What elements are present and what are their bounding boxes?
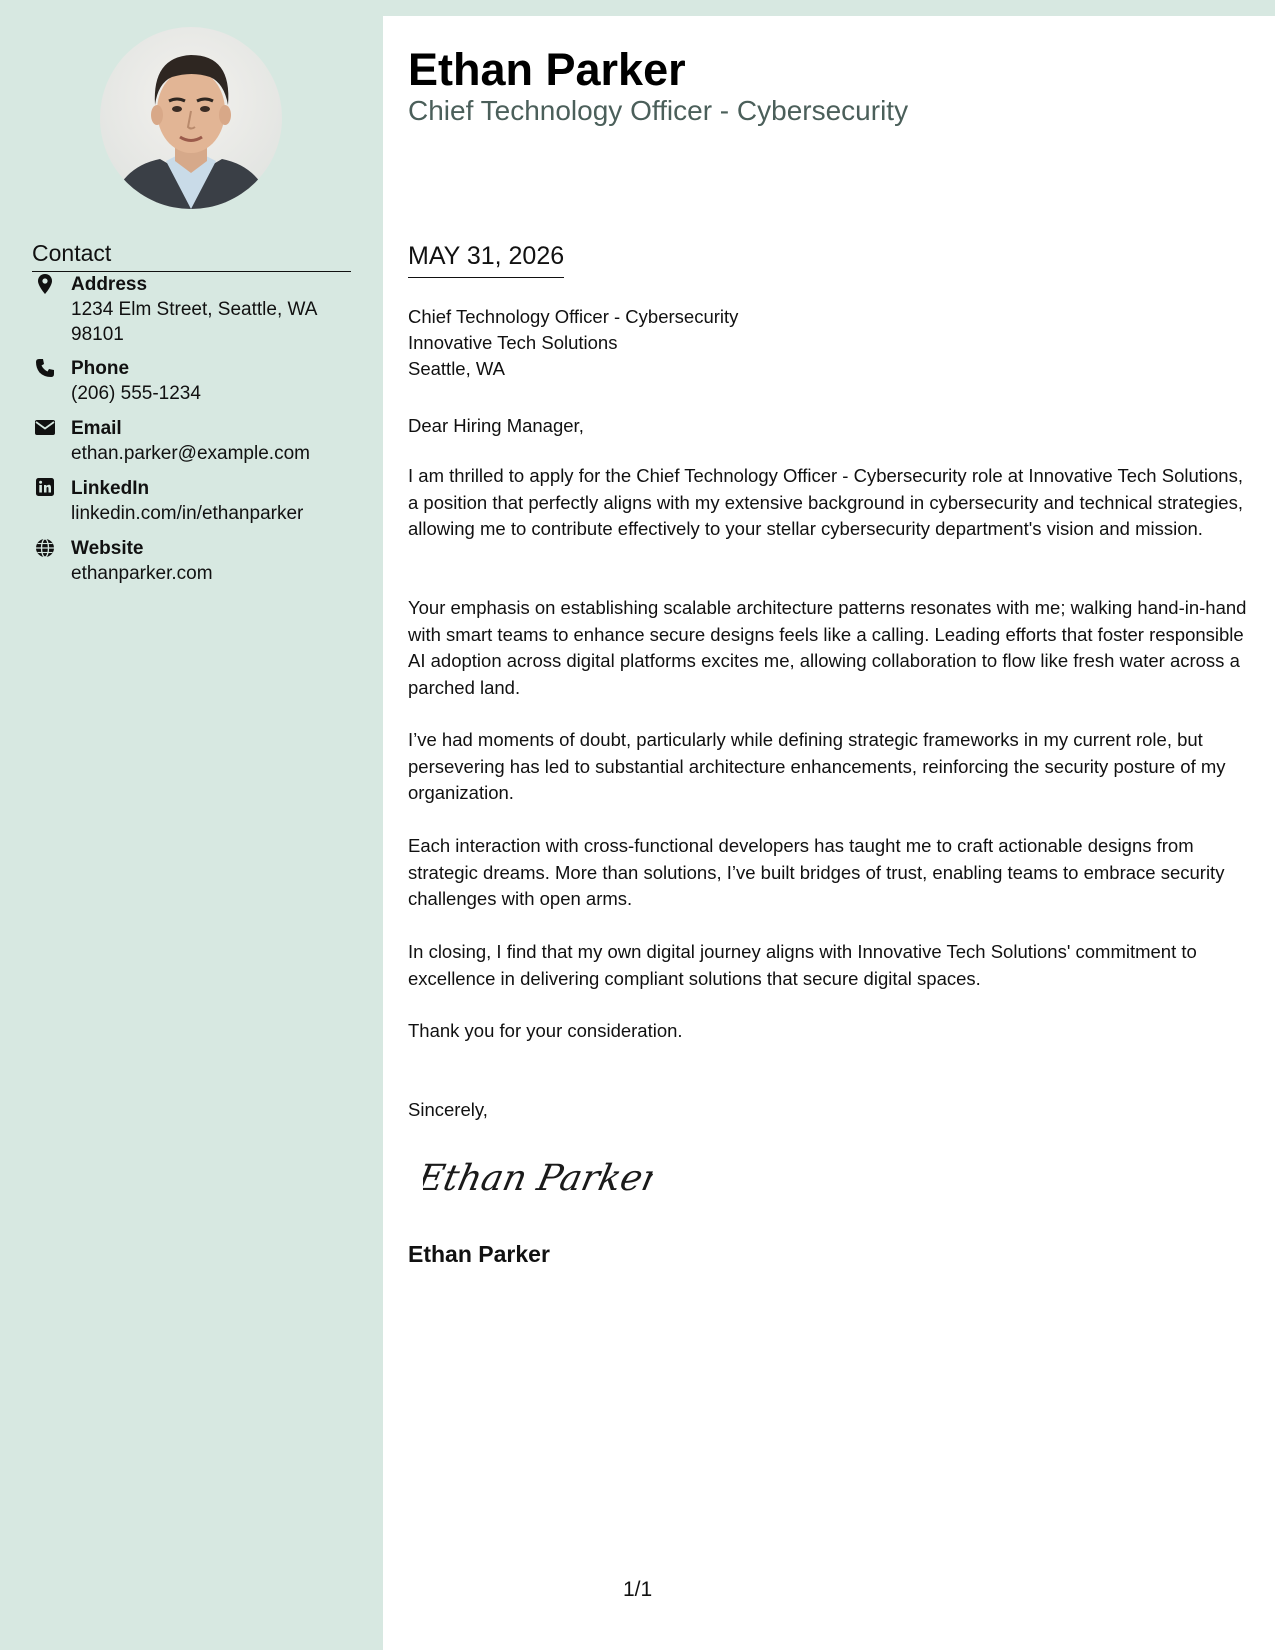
paragraph: I’ve had moments of doubt, particularly while defining strategic frameworks in my current role, but persevering has led to substantial architecture enhancements, reinforcing the security posture of my organization. bbox=[408, 729, 1226, 803]
contact-value: ethanparker.com bbox=[71, 563, 213, 584]
contact-label: Phone bbox=[71, 358, 130, 379]
contact-label: LinkedIn bbox=[71, 478, 150, 499]
paragraph: Each interaction with cross-functional developers has taught me to craft actionable designs from strategic dreams. More than solutions, I’ve built bridges of trust, enabling teams to embrace security challenges with open arms. bbox=[408, 835, 1225, 909]
header-name: Ethan Parker bbox=[408, 44, 686, 95]
contact-value: (206) 555-1234 bbox=[71, 383, 201, 404]
phone-icon bbox=[34, 358, 56, 380]
paragraph: Your emphasis on establishing scalable architecture patterns resonates with me; walking hand-in-hand with smart teams to enhance secure designs feels like a calling. Leading efforts that foster responsible AI adoption across digital platforms excites me, allowing collaboration to flow like fresh water across a parched land. bbox=[408, 597, 1247, 698]
salutation: Dear Hiring Manager, bbox=[408, 415, 584, 436]
globe-icon bbox=[34, 538, 56, 560]
letter-date: MAY 31, 2026 bbox=[408, 242, 564, 278]
sidebar bbox=[0, 0, 383, 1650]
closing: Sincerely, bbox=[408, 1099, 488, 1120]
paragraph: I am thrilled to apply for the Chief Technology Officer - Cybersecurity role at Innovative Tech Solutions, a position that perfectly aligns with my extensive background in cybersecurity and technical strategies, allowing me to contribute effectively to your stellar cybersecurity department's vision and mission. bbox=[408, 465, 1243, 539]
profile-photo bbox=[100, 27, 282, 209]
contact-value: 98101 bbox=[71, 324, 124, 345]
letter-body bbox=[383, 16, 1275, 1650]
thanks-line: Thank you for your consideration. bbox=[408, 1020, 683, 1041]
contact-value: linkedin.com/in/ethanparker bbox=[71, 503, 304, 524]
linkedin-icon bbox=[34, 478, 56, 500]
recipient-block bbox=[408, 304, 738, 382]
svg-text:Ethan Parker: Ethan Parker bbox=[423, 1156, 653, 1199]
recipient-line: Seattle, WA bbox=[408, 358, 505, 379]
contact-label: Website bbox=[71, 538, 144, 559]
map-pin-icon bbox=[34, 274, 56, 296]
page-number: 1/1 bbox=[623, 1578, 653, 1601]
contact-label: Address bbox=[71, 274, 148, 295]
handwritten-signature bbox=[423, 1154, 653, 1209]
contact-heading: Contact bbox=[32, 240, 351, 272]
recipient-line: Innovative Tech Solutions bbox=[408, 332, 618, 353]
contact-label: Email bbox=[71, 418, 122, 439]
paragraph: In closing, I find that my own digital journey aligns with Innovative Tech Solutions' commitment to excellence in delivering compliant solutions that secure digital spaces. bbox=[408, 941, 1197, 989]
contact-value: ethan.parker@example.com bbox=[71, 443, 310, 464]
contact-value: 1234 Elm Street, Seattle, WA bbox=[71, 299, 318, 320]
header-title: Chief Technology Officer - Cybersecurity bbox=[408, 95, 909, 126]
signer-name: Ethan Parker bbox=[408, 1241, 550, 1267]
envelope-icon bbox=[34, 418, 56, 440]
recipient-line: Chief Technology Officer - Cybersecurity bbox=[408, 306, 739, 327]
